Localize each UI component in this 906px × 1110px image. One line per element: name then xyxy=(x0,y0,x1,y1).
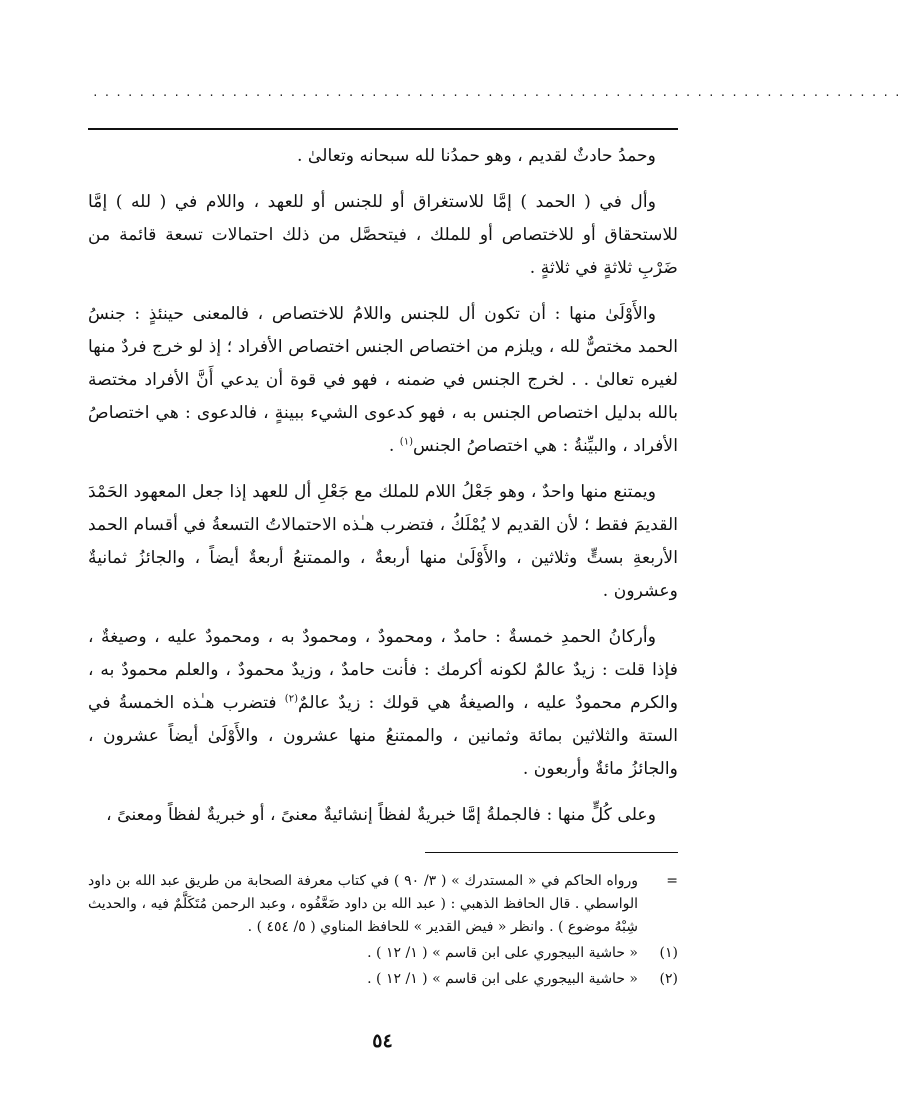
paragraph xyxy=(88,621,678,786)
paragraph: ويمتنع منها واحدٌ ، وهو جَعْلُ اللام للملك مع جَعْلِ أل للعهد إذا جعل المعهود الحَمْدَ القديمَ فقط ؛ لأن القديم لا يُمْلَكُ ، فتضرب هـٰذه الاحتمالاتُ التسعةُ في أقسام الحمد الأربعةِ بستٍّ وثلاثين ، والأَوْلَىٰ منها أربعةٌ ، والممتنعُ أربعةٌ أيضاً ، والجائزُ ثمانيةٌ وعشرون . xyxy=(88,482,678,601)
footnote-mark: (١) xyxy=(659,945,678,961)
header-dotted-line: ...................................................................... xyxy=(92,86,906,99)
main-text xyxy=(88,140,678,845)
paragraph-text: فتضرب هـٰذه الخمسةُ في الستة والثلاثين بمائة وثمانين ، والممتنعُ منها عشرون ، والأَوْلَىٰ أيضاً عشرون ، والجائزُ مائةٌ وأربعون . xyxy=(88,693,678,779)
footnote-rule xyxy=(425,852,678,853)
footnote-mark: = xyxy=(666,873,678,889)
footnote-text: « حاشية البيجوري على ابن قاسم » ( ١/ ١٢ ) . xyxy=(367,971,638,987)
paragraph-text: وأركانُ الحمدِ خمسةٌ : حامدٌ ، ومحمودٌ ، ومحمودٌ به ، ومحمودٌ عليه ، وصيغةٌ ، فإذا قلت : زيدٌ عالمٌ لكونه أكرمك : فأنت حامدٌ ، وزيدٌ محمودٌ ، والعلم محمودٌ به ، والكرم محمودٌ عليه ، والصيغةُ هي قولك : زيدٌ عالمٌ xyxy=(88,627,678,713)
footnote-2 xyxy=(88,968,678,991)
footnotes xyxy=(88,870,678,994)
header-rule xyxy=(88,128,678,130)
paragraph: وعلى كُلٍّ منها : فالجملةُ إمَّا خبريةٌ لفظاً إنشائيةٌ معنىً ، أو خبريةٌ لفظاً ومعنىً ، xyxy=(106,805,656,825)
page-number: ٥٤ xyxy=(372,1030,393,1052)
footnote-1 xyxy=(88,942,678,965)
footnote-ref[interactable]: (٢) xyxy=(284,693,298,705)
paragraph xyxy=(88,298,678,463)
footnote-continuation xyxy=(88,870,678,939)
paragraph-text: والأَوْلَىٰ منها : أن تكون أل للجنس واللامُ للاختصاص ، فالمعنى حينئذٍ : جنسُ الحمد مختصٌّ لله ، ويلزم من اختصاص الجنس اختصاص الأفراد ؛ إذ لو خرج فردٌ منها لغيره تعالىٰ . . لخرج الجنس في ضمنه ، فهو في قوة أن يدعي أَنَّ الأفراد مختصة بالله بدليل اختصاص الجنس به ، فهو كدعوى الشيء ببينةٍ ، فالدعوى : هي اختصاصُ الأفراد ، والبيِّنةُ : هي اختصاصُ الجنس xyxy=(88,304,678,456)
footnote-text: « حاشية البيجوري على ابن قاسم » ( ١/ ١٢ ) . xyxy=(367,945,638,961)
paragraph: وأل في ( الحمد ) إمَّا للاستغراق أو للجنس أو للعهد ، واللام في ( لله ) إمَّا للاستحقاق أو للاختصاص أو للملك ، فيتحصَّل من ذلك احتمالات تسعة قائمة من ضَرْبِ ثلاثةٍ في ثلاثةٍ . xyxy=(88,192,678,278)
footnote-text: ورواه الحاكم في « المستدرك » ( ٣/ ٩٠ ) في كتاب معرفة الصحابة من طريق عبد الله بن داود الواسطي . قال الحافظ الذهبي : ( عبد الله بن داود ضَعَّفُوه ، وعبد الرحمن مُتَكَلَّمٌ فيه ، والحديث شِبْهُ موضوع ) . وانظر « فيض القدير » للحافظ المناوي ( ٥/ ٤٥٤ ) . xyxy=(88,873,639,935)
paragraph-end: . xyxy=(388,436,400,456)
footnote-ref[interactable]: (١) xyxy=(399,436,413,448)
footnote-mark: (٢) xyxy=(659,971,678,987)
paragraph: وحمدُ حادثٌ لقديم ، وهو حمدُنا لله سبحانه وتعالىٰ . xyxy=(296,146,656,166)
